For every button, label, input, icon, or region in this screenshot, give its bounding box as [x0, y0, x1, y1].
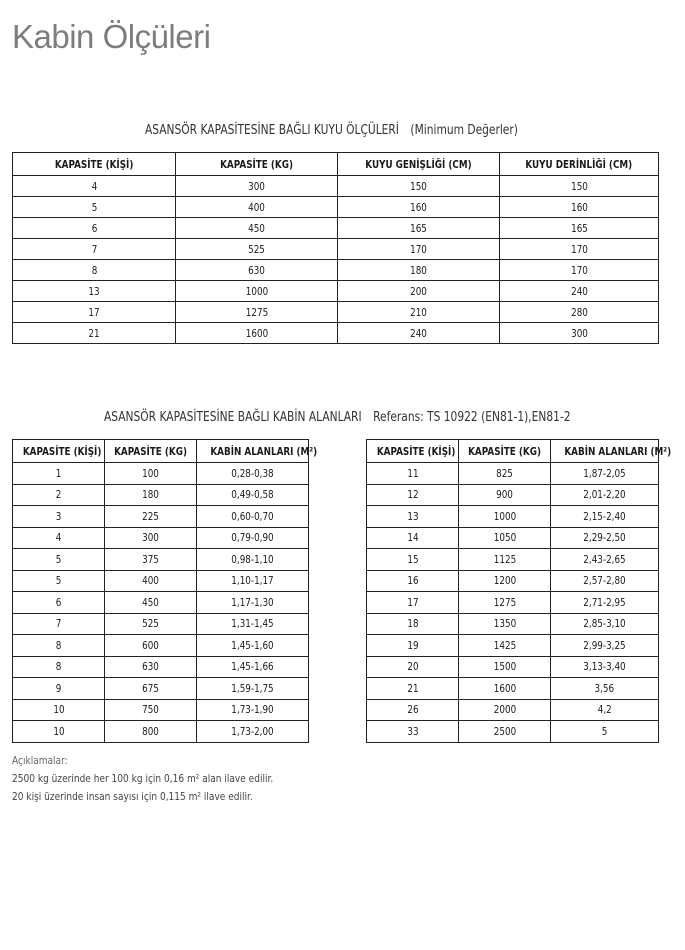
table-cell-text: 21	[88, 326, 100, 340]
table-row	[13, 239, 659, 260]
table-cell	[105, 699, 197, 721]
table-cell	[500, 176, 659, 197]
table-cell	[176, 218, 338, 239]
column-header	[367, 440, 459, 463]
table-cell-text: 180	[410, 263, 427, 277]
table-cell	[13, 239, 176, 260]
column-header-text: KUYU DERİNLİĞİ (CM)	[525, 157, 633, 171]
column-header	[459, 440, 551, 463]
table-cell	[105, 549, 197, 571]
table-cell-text: 2000	[493, 703, 516, 717]
table-cell-text: 525	[142, 617, 159, 631]
table-cell	[13, 613, 105, 635]
table-spacer	[309, 484, 367, 506]
column-header-text: KUYU GENİŞLİĞİ (CM)	[365, 157, 472, 171]
table-cell-text: 5	[91, 200, 97, 214]
column-header-text: KAPASİTE (KİŞİ)	[376, 444, 456, 458]
table-cell-text: 800	[142, 724, 159, 738]
table-cell	[551, 721, 659, 743]
table-cell	[197, 506, 309, 528]
table-cell	[500, 260, 659, 281]
table-cell-text: 5	[601, 724, 608, 738]
column-header-text: KAPASİTE (KİŞİ)	[54, 157, 134, 171]
table-cell	[13, 323, 176, 344]
note-line: 2500 kg üzerinde her 100 kg için 0,16 m² alan ilave edilir.	[12, 772, 274, 785]
table-row	[13, 699, 659, 721]
table-cell	[13, 570, 105, 592]
table-cell	[13, 506, 105, 528]
table-cell-text: 0,60-0,70	[231, 509, 274, 523]
table-cell-text: 2500	[493, 724, 516, 738]
table1-caption	[145, 123, 518, 138]
table-cell-text: 1,31-1,45	[231, 617, 274, 631]
table1-caption-title: ASANSÖR KAPASİTESİNE BAĞLI KUYU ÖLÇÜLERİ	[145, 123, 399, 138]
table-cell	[176, 197, 338, 218]
table-spacer	[309, 463, 367, 485]
table-cell	[459, 678, 551, 700]
table-cell-text: 1125	[493, 552, 516, 566]
table-cell	[176, 176, 338, 197]
table2-caption-sub: Referans: TS 10922 (EN81-1),EN81-2	[373, 410, 571, 425]
table-cell-text: 1050	[493, 531, 516, 545]
table-cell	[13, 463, 105, 485]
table-header-row	[13, 440, 659, 463]
table-cell-text: 1425	[493, 638, 516, 652]
table-cell-text: 2,01-2,20	[583, 488, 626, 502]
table-cell	[459, 484, 551, 506]
table-cell	[338, 176, 500, 197]
table-cell-text: 600	[142, 638, 159, 652]
table-cell	[13, 176, 176, 197]
table-cell	[197, 678, 309, 700]
table-cell-text: 150	[410, 179, 427, 193]
table2-caption-title: ASANSÖR KAPASİTESİNE BAĞLI KABİN ALANLARI	[104, 410, 362, 425]
table-cell	[367, 635, 459, 657]
table-cell	[500, 302, 659, 323]
table-cell	[459, 506, 551, 528]
table-cell-text: 100	[142, 466, 159, 480]
table-spacer	[309, 527, 367, 549]
table-cell-text: 165	[410, 221, 427, 235]
table-cell	[338, 239, 500, 260]
table-cell	[197, 570, 309, 592]
table-row	[13, 323, 659, 344]
table-cell-text: 2,57-2,80	[583, 574, 626, 588]
table-cell	[338, 218, 500, 239]
table-cell-text: 3,13-3,40	[583, 660, 626, 674]
column-header	[105, 440, 197, 463]
table-cell	[13, 635, 105, 657]
table-cell	[13, 281, 176, 302]
table-cell	[197, 699, 309, 721]
column-header-text: KAPASİTE (KG)	[114, 444, 187, 458]
table-cell-text: 1,17-1,30	[231, 595, 274, 609]
table-cell-text: 150	[570, 179, 588, 193]
table-cell	[367, 527, 459, 549]
table-cell	[176, 260, 338, 281]
table-row	[13, 635, 659, 657]
column-header	[13, 153, 176, 176]
table-cell-text: 240	[570, 284, 588, 298]
table-cell-text: 180	[142, 488, 159, 502]
table-cell	[338, 302, 500, 323]
column-header-text: KAPASİTE (KG)	[220, 157, 293, 171]
table-cell-text: 225	[142, 509, 159, 523]
table-cell	[551, 549, 659, 571]
table-cell	[367, 463, 459, 485]
column-header-text: KABİN ALANLARI (M²)	[564, 444, 672, 458]
table-cell	[551, 506, 659, 528]
table-cell	[13, 656, 105, 678]
table-cell-text: 20	[406, 660, 419, 674]
table-cell	[13, 699, 105, 721]
table-cell	[500, 218, 659, 239]
table-cell-text: 210	[410, 305, 427, 319]
table-cell-text: 825	[496, 466, 513, 480]
table-cell-text: 2,99-3,25	[583, 638, 626, 652]
table-spacer	[309, 656, 367, 678]
table-cell	[459, 635, 551, 657]
cabin-area-table	[12, 439, 672, 743]
table-cell-text: 4,2	[597, 703, 612, 717]
table-spacer	[309, 570, 367, 592]
table-cell	[367, 549, 459, 571]
table-cell-text: 6	[55, 595, 62, 609]
column-header-text: KAPASİTE (KG)	[468, 444, 541, 458]
table-cell-text: 2	[55, 488, 62, 502]
table-cell	[367, 699, 459, 721]
table-cell-text: 400	[142, 574, 159, 588]
table-spacer	[309, 506, 367, 528]
table-cell-text: 0,28-0,38	[231, 466, 274, 480]
table-cell-text: 300	[248, 179, 265, 193]
table-cell-text: 375	[142, 552, 159, 566]
table-cell	[459, 527, 551, 549]
column-header	[13, 440, 105, 463]
table-cell-text: 3	[55, 509, 62, 523]
table-cell	[551, 592, 659, 614]
table-cell-text: 1200	[493, 574, 516, 588]
table-cell	[176, 302, 338, 323]
table-cell-text: 1000	[493, 509, 516, 523]
table-cell-text: 1,10-1,17	[231, 574, 274, 588]
column-header	[338, 153, 500, 176]
column-header-text: KABİN ALANLARI (M²)	[210, 444, 318, 458]
table-cell-text: 19	[406, 638, 419, 652]
table-cell-text: 630	[142, 660, 159, 674]
table-cell	[13, 721, 105, 743]
table-cell	[367, 678, 459, 700]
notes-heading: Açıklamalar:	[12, 754, 68, 767]
table-cell-text: 5	[55, 574, 62, 588]
table-cell	[197, 635, 309, 657]
column-header	[197, 440, 318, 463]
table-cell-text: 7	[55, 617, 62, 631]
table-cell	[551, 484, 659, 506]
table-cell	[367, 570, 459, 592]
table-cell	[13, 218, 176, 239]
table-cell	[13, 197, 176, 218]
table-cell	[338, 281, 500, 302]
table-cell	[197, 549, 309, 571]
table-row	[13, 281, 659, 302]
table-cell-text: 9	[55, 681, 62, 695]
table-cell-text: 21	[406, 681, 419, 695]
table-cell-text: 160	[410, 200, 427, 214]
table-cell	[459, 592, 551, 614]
column-header	[176, 153, 338, 176]
table-cell	[176, 239, 338, 260]
table-cell-text: 165	[570, 221, 588, 235]
table-cell-text: 1,45-1,66	[231, 660, 274, 674]
table-cell-text: 1,73-1,90	[231, 703, 274, 717]
shaft-dimensions-table	[12, 152, 659, 344]
table-cell	[367, 721, 459, 743]
table-cell-text: 13	[88, 284, 100, 298]
table-cell	[367, 656, 459, 678]
table-cell-text: 1500	[493, 660, 516, 674]
note-line: 20 kişi üzerinde insan sayısı için 0,115 m² ilave edilir.	[12, 790, 253, 803]
table-cell-text: 7	[91, 242, 97, 256]
table-cell	[176, 281, 338, 302]
table-cell-text: 1,59-1,75	[231, 681, 274, 695]
table-cell-text: 13	[406, 509, 419, 523]
column-header	[500, 153, 659, 176]
table-row	[13, 302, 659, 323]
table-cell-text: 525	[248, 242, 265, 256]
table-cell-text: 1,87-2,05	[583, 466, 626, 480]
table-cell-text: 1000	[245, 284, 268, 298]
table-cell	[105, 613, 197, 635]
table-cell	[551, 699, 659, 721]
table-row	[13, 176, 659, 197]
table-row	[13, 463, 659, 485]
table-cell-text: 18	[406, 617, 419, 631]
table-cell	[105, 656, 197, 678]
table-cell	[367, 506, 459, 528]
table-cell-text: 4	[55, 531, 62, 545]
table-cell-text: 5	[55, 552, 62, 566]
table-row	[13, 549, 659, 571]
table-cell	[459, 570, 551, 592]
table-row	[13, 592, 659, 614]
table-cell-text: 3,56	[594, 681, 615, 695]
table-cell	[197, 484, 309, 506]
table-cell	[176, 323, 338, 344]
table-cell-text: 450	[142, 595, 159, 609]
table-cell	[105, 570, 197, 592]
column-header	[551, 440, 672, 463]
table-cell-text: 10	[52, 703, 65, 717]
table-cell	[105, 506, 197, 528]
table-cell	[13, 678, 105, 700]
table-cell-text: 1275	[245, 305, 268, 319]
table-cell	[197, 527, 309, 549]
table-row	[13, 656, 659, 678]
table-cell	[551, 463, 659, 485]
table-cell-text: 1,45-1,60	[231, 638, 274, 652]
table-cell	[197, 613, 309, 635]
table-cell	[105, 527, 197, 549]
table-cell	[105, 678, 197, 700]
table-cell	[197, 463, 309, 485]
table-cell-text: 240	[410, 326, 427, 340]
table-row	[13, 260, 659, 281]
table-cell-text: 0,98-1,10	[231, 552, 274, 566]
table-cell-text: 900	[496, 488, 513, 502]
table-cell	[197, 656, 309, 678]
table-row	[13, 721, 659, 743]
table-cell-text: 33	[406, 724, 419, 738]
table-cell	[500, 239, 659, 260]
table-cell	[105, 635, 197, 657]
table-cell-text: 8	[91, 263, 97, 277]
table-cell	[13, 484, 105, 506]
table-cell	[459, 613, 551, 635]
table-row	[13, 484, 659, 506]
table-cell	[459, 549, 551, 571]
table-row	[13, 218, 659, 239]
table-cell-text: 300	[142, 531, 159, 545]
table-cell-text: 2,29-2,50	[583, 531, 626, 545]
table-cell	[13, 549, 105, 571]
table-cell-text: 10	[52, 724, 65, 738]
table-cell-text: 16	[406, 574, 419, 588]
table-spacer	[309, 592, 367, 614]
table-cell	[197, 721, 309, 743]
table-cell-text: 160	[570, 200, 588, 214]
table-cell-text: 2,15-2,40	[583, 509, 626, 523]
table1-caption-sub: (Minimum Değerler)	[410, 123, 518, 138]
table-cell-text: 6	[91, 221, 97, 235]
notes	[12, 752, 331, 806]
table-spacer	[309, 678, 367, 700]
column-header-text: KAPASİTE (KİŞİ)	[22, 444, 102, 458]
table-cell-text: 1600	[493, 681, 516, 695]
table-cell	[551, 678, 659, 700]
table-cell-text: 8	[55, 660, 62, 674]
table-spacer	[309, 635, 367, 657]
table-cell	[105, 721, 197, 743]
table-cell	[459, 699, 551, 721]
table-row	[13, 613, 659, 635]
table-cell	[551, 613, 659, 635]
table-cell-text: 750	[142, 703, 159, 717]
table-cell-text: 2,71-2,95	[583, 595, 626, 609]
table-cell	[13, 527, 105, 549]
table-cell	[551, 527, 659, 549]
table-spacer	[309, 613, 367, 635]
page-title: Kabin Ölçüleri	[12, 18, 211, 55]
table-cell-text: 17	[88, 305, 100, 319]
table-cell-text: 450	[248, 221, 265, 235]
table-cell-text: 1600	[245, 326, 268, 340]
table-cell-text: 0,49-0,58	[231, 488, 274, 502]
table-cell	[551, 635, 659, 657]
table-spacer	[309, 721, 367, 743]
table-cell-text: 200	[410, 284, 427, 298]
table-cell-text: 26	[406, 703, 419, 717]
table-cell-text: 1350	[493, 617, 516, 631]
table-cell-text: 280	[570, 305, 588, 319]
table-cell-text: 400	[248, 200, 265, 214]
table-cell	[13, 592, 105, 614]
table-cell	[500, 197, 659, 218]
table-cell	[105, 592, 197, 614]
table-cell	[551, 570, 659, 592]
table2-caption	[104, 410, 571, 425]
table-cell	[367, 613, 459, 635]
table-cell	[105, 484, 197, 506]
table-cell-text: 14	[406, 531, 419, 545]
table-cell	[105, 463, 197, 485]
table-cell	[338, 260, 500, 281]
table-cell-text: 2,43-2,65	[583, 552, 626, 566]
table-cell	[13, 260, 176, 281]
table-cell	[197, 592, 309, 614]
table-row	[13, 527, 659, 549]
table-cell	[459, 463, 551, 485]
table-cell-text: 4	[91, 179, 97, 193]
table-cell-text: 17	[406, 595, 419, 609]
table-cell-text: 630	[248, 263, 265, 277]
table-cell	[338, 323, 500, 344]
table-cell-text: 1	[55, 466, 62, 480]
table-cell-text: 1275	[493, 595, 516, 609]
table-spacer	[309, 699, 367, 721]
table-cell-text: 11	[406, 466, 419, 480]
table-cell-text: 1,73-2,00	[231, 724, 274, 738]
table-row	[13, 570, 659, 592]
table-row	[13, 506, 659, 528]
table-cell-text: 170	[570, 242, 588, 256]
table-cell-text: 0,79-0,90	[231, 531, 274, 545]
table-cell-text: 15	[406, 552, 419, 566]
table-cell	[367, 484, 459, 506]
table-cell	[551, 656, 659, 678]
table-cell	[459, 721, 551, 743]
table-spacer	[309, 549, 367, 571]
table-cell	[367, 592, 459, 614]
table-cell-text: 675	[142, 681, 159, 695]
table-cell	[338, 197, 500, 218]
table-header-row	[13, 153, 659, 176]
table-cell	[500, 281, 659, 302]
table-cell-text: 300	[570, 326, 588, 340]
table-cell	[500, 323, 659, 344]
table-cell	[13, 302, 176, 323]
table-cell-text: 170	[570, 263, 588, 277]
table-cell-text: 12	[406, 488, 419, 502]
table-cell-text: 2,85-3,10	[583, 617, 626, 631]
table-row	[13, 197, 659, 218]
table-cell-text: 8	[55, 638, 62, 652]
table-cell	[459, 656, 551, 678]
table-cell-text: 170	[410, 242, 427, 256]
table-row	[13, 678, 659, 700]
